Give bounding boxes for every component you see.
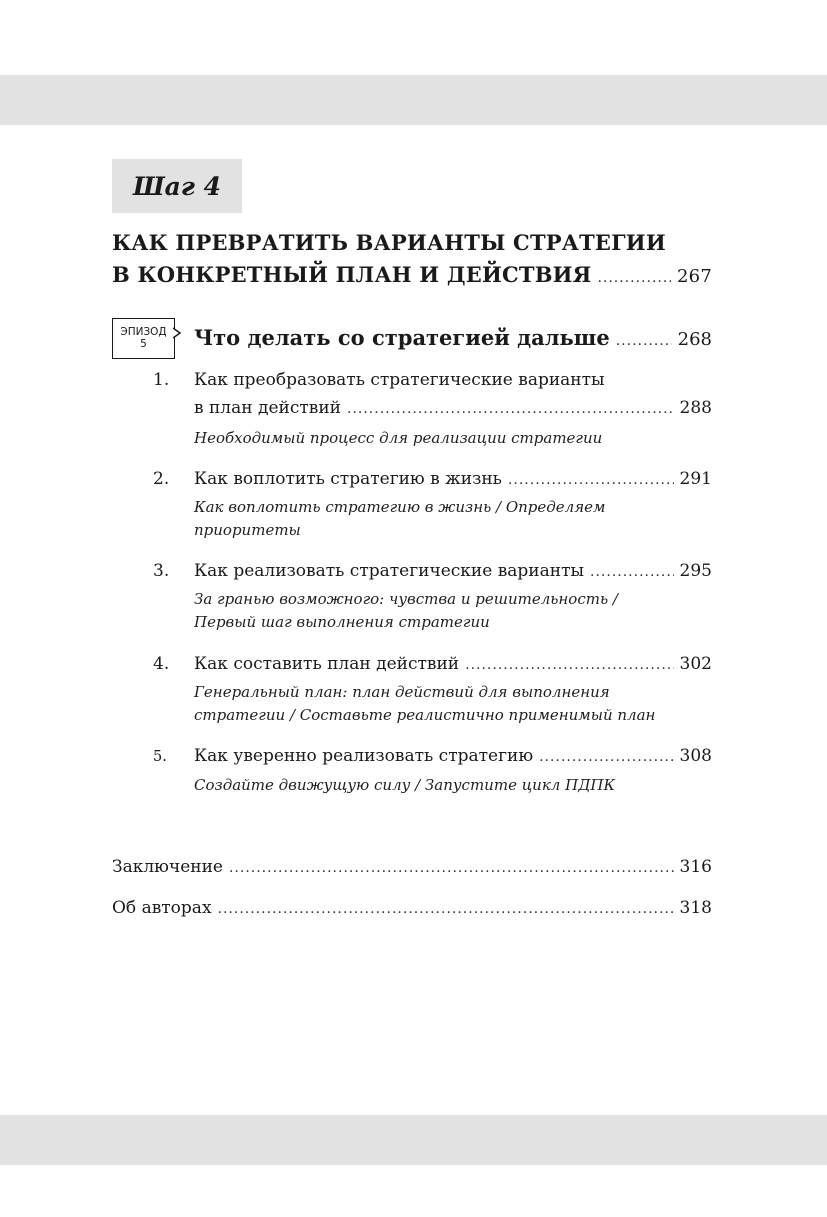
step-label: Шаг 4 [112,159,242,213]
item-subtitle: За гранью возможного: чувства и решительность / [194,590,618,608]
item-title: Как реализовать стратегические варианты [194,561,585,581]
chapter-title-line-1: КАК ПРЕВРАТИТЬ ВАРИАНТЫ СТРАТЕГИИ [112,230,666,255]
item-number: 2. [153,469,170,489]
item-page-number: 308 [679,746,712,766]
badge-arrow-icon [173,327,182,339]
item-title-line-1: Как преобразовать стратегические варианты [194,370,605,390]
toc-entry-conclusion[interactable] [112,857,712,877]
leader-dots [539,749,673,765]
toc-entry-title: Об авторах [112,898,212,918]
item-subtitle: стратегии / Составьте реалистично применимый план [194,706,656,724]
toc-entry-authors[interactable] [112,898,712,918]
toc-entry-page: 318 [679,898,712,918]
toc-entry-page: 316 [679,857,712,877]
leader-dots [347,401,674,417]
item-title-row[interactable] [194,561,712,581]
item-title-row[interactable] [194,654,712,674]
item-title-row[interactable] [194,398,712,418]
item-title-row[interactable] [194,746,712,766]
item-subtitle: Создайте движущую силу / Запустите цикл ПДПК [194,776,616,794]
episode-badge-word: ЭПИЗОД [120,326,167,338]
episode-page-number: 268 [677,329,712,350]
episode-title: Что делать со стратегией дальше [194,325,610,350]
item-number: 4. [153,654,170,674]
leader-dots [229,860,674,876]
bottom-gray-band [0,1115,827,1165]
chapter-title-line-2: В КОНКРЕТНЫЙ ПЛАН И ДЕЙСТВИЯ [112,262,592,287]
item-number: 3. [153,561,170,581]
top-gray-band [0,75,827,125]
item-title: Как воплотить стратегию в жизнь [194,469,502,489]
item-subtitle: Как воплотить стратегию в жизнь / Определяем [194,498,606,516]
item-page-number: 295 [679,561,712,581]
item-number: 1. [153,370,170,390]
item-subtitle: Необходимый процесс для реализации стратегии [194,429,603,447]
leader-dots [590,564,674,580]
episode-title-row[interactable] [194,325,712,350]
leader-dots [465,657,673,673]
leader-dots [616,333,672,349]
item-subtitle: Генеральный план: план действий для выполнения [194,683,610,701]
item-title: Как уверенно реализовать стратегию [194,746,534,766]
chapter-title-line-2-row[interactable] [112,262,712,287]
leader-dots [508,472,674,488]
item-subtitle: приоритеты [194,521,301,539]
item-title: Как составить план действий [194,654,460,674]
leader-dots [218,901,674,917]
item-title-row[interactable] [194,469,712,489]
item-page-number: 288 [679,398,712,418]
item-subtitle: Первый шаг выполнения стратегии [194,613,490,631]
episode-badge-number: 5 [140,338,147,350]
item-page-number: 302 [679,654,712,674]
item-page-number: 291 [679,469,712,489]
episode-badge [112,318,175,359]
chapter-page-number: 267 [677,266,712,287]
leader-dots [597,270,671,286]
item-number: 5. [153,749,167,765]
item-title-line-2: в план действий [194,398,341,418]
toc-entry-title: Заключение [112,857,223,877]
